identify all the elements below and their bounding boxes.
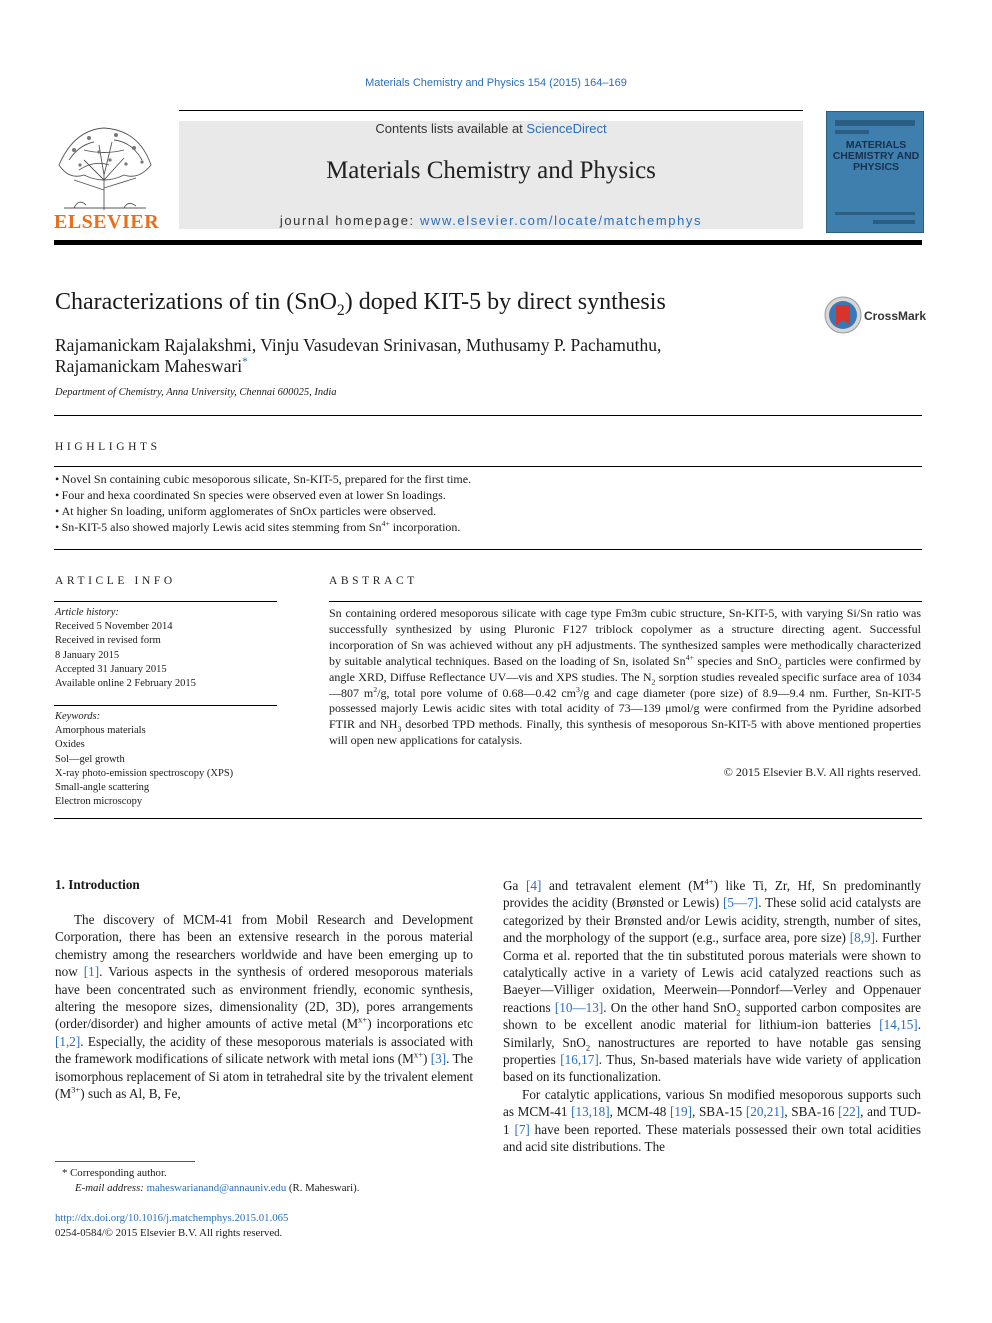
citation-link[interactable]: [3] (430, 1051, 447, 1067)
email-footnote (75, 1181, 359, 1196)
affiliation-rule (54, 415, 922, 416)
citation-link[interactable]: [22] (838, 1104, 861, 1120)
footnote-rule (55, 1161, 195, 1162)
history-entry: Received 5 November 2014 (55, 621, 173, 633)
keyword: X-ray photo-emission spectroscopy (XPS) (55, 767, 234, 779)
intro-paragraph: The discovery of MCM-41 from Mobil Research and Development Corporation, there has been an extensive research in the porous material chemistry among the researchers worldwide and have been emerging up to now [1]. Various aspects in the synthesis of ordered mesoporous materials have been concentrated such as environment friendly, economic synthesis, altering the mesopore sizes, dimensionality (2D, 3D), pores arrangements (order/disorder) and higher amounts of active metal $(M^{x+})$ incorporations etc [1,2]. Especially, the acidity of these mesoporous materials is associated with the framework modifications of silicate network with metal ions $(M^{x+})$ [3]. The isomorphous replacement of Si atom in tetrahedral site by the trivalent element $(M^{3+})$ such as Al, B, Fe, (55, 912, 474, 1102)
citation-link[interactable]: [4] (526, 878, 542, 893)
article-title (55, 289, 666, 319)
history-entry: Received in revised form (55, 635, 161, 647)
keyword: Oxides (55, 739, 85, 751)
highlight-item: • Four and hexa coordinated Sn species were observed even at lower Sn loadings. (55, 488, 446, 502)
citation-link[interactable]: [1,2] (55, 1033, 81, 1049)
keyword: Amorphous materials (55, 725, 146, 737)
intro-paragraph: For catalytic applications, various Sn modified mesoporous supports such as MCM-41 [13,18], MCM-48 [19], SBA-15 [20,21], SBA-16 [22], and TUD-1 [7] have been reported. These materials possessed their own total acidities and acid site distributions. The (503, 1086, 922, 1155)
journal-citation[interactable]: Materials Chemistry and Physics 154 (2015) 164–169 (365, 77, 627, 89)
citation-link[interactable]: [13,18] (571, 1104, 610, 1120)
issn-copyright: 0254-0584/© 2015 Elsevier B.V. All rights reserved. (55, 1227, 283, 1239)
history-label: Article history: (55, 607, 119, 618)
article-history (55, 606, 196, 691)
cover-title: MATERIALS CHEMISTRY AND PHYSICS (832, 139, 920, 173)
email-link[interactable]: maheswarianand@annauniv.edu (146, 1182, 287, 1194)
email-label: E-mail address: (75, 1182, 147, 1194)
elsevier-tree-logo (54, 120, 156, 212)
doi-link[interactable]: http://dx.doi.org/10.1016/j.matchemphys.2015.01.065 (55, 1212, 289, 1224)
authors-line-1: Rajamanickam Rajalakshmi, Vinju Vasudevan Srinivasan, Muthusamy P. Pachamuthu, (55, 335, 662, 355)
article-info-rule (54, 601, 277, 602)
keyword: Small-angle scattering (55, 782, 150, 794)
highlight-item: • At higher Sn loading, uniform agglomerates of SnOx particles were observed. (55, 504, 437, 518)
citation-link[interactable]: [16,17] (560, 1052, 599, 1068)
history-entry: Accepted 31 January 2015 (55, 663, 167, 675)
corresponding-footnote: * Corresponding author. (62, 1167, 167, 1179)
highlight-item: • Sn-KIT-5 also showed majorly Lewis acid sites stemming from $Sn^{4+}$ incorporation. (55, 519, 461, 534)
title-subscript: 2 (336, 301, 345, 319)
title-part-2: ) doped KIT-5 by direct synthesis (344, 289, 666, 315)
introduction-heading: 1. Introduction (55, 877, 140, 892)
highlights-top-rule (54, 466, 922, 467)
header-rule (179, 110, 803, 111)
journal-homepage (179, 213, 803, 228)
crossmark-label[interactable]: CrossMark (864, 309, 927, 323)
affiliation: Department of Chemistry, Anna University, Chennai 600025, India (55, 387, 337, 398)
abstract-rule (329, 601, 922, 602)
citation-link[interactable]: [20,21] (745, 1104, 785, 1120)
introduction-column-right (503, 877, 921, 1156)
citation-link[interactable]: [10—13] (554, 999, 604, 1015)
elsevier-wordmark: ELSEVIER (54, 211, 160, 233)
email-suffix: (R. Maheswari). (286, 1182, 360, 1194)
title-part-1: Characterizations of tin (SnO (55, 289, 337, 315)
highlights-heading: HIGHLIGHTS (55, 441, 161, 453)
citation-link[interactable]: [7] (514, 1121, 530, 1137)
author-list (55, 335, 815, 377)
homepage-link[interactable]: www.elsevier.com/locate/matchemphys (419, 213, 703, 228)
contents-availability (179, 121, 803, 136)
keywords-block (55, 710, 233, 809)
keyword: Electron microscopy (55, 796, 143, 808)
abstract-body: Sn containing ordered mesoporous silicate with cage type Fm3m cubic structure, Sn-KIT-5, with varying Si/Sn ratio was successfully synthesized by using Pluronic F127 triblock copolymer as a structure directing agent. Successful incorporation of Sn was achieved without any pH adjustments. The synthesized samples were methodically characterized by suitable analytical techniques. Based on the loading of Sn, isolated $Sn^{4+}$ species and SnO$_2$ particles were confirmed by angle XRD, Diffuse Reflectance UV—vis and XPS studies. The $N_2$ sorption studies revealed specific surface area of 1034—807 $m^2/g$, total pore volume of 0.68—0.42 $cm^3/g$ and cage diameter (pore size) of 8.9—9.4 nm. Further, Sn-KIT-5 possessed majorly Lewis acidic sites with total acidity of 73—139 μmol/g were confirmed from the Pyridine adsorbed FTIR and $NH_3$ desorbed TPD methods. Finally, this synthesis of mesoporous Sn-KIT-5 with above mentioned properties will open new applications for catalysis. (329, 606, 922, 748)
keywords-label: Keywords: (55, 711, 101, 722)
journal-name: Materials Chemistry and Physics (326, 157, 656, 184)
keyword: Sol—gel growth (55, 753, 125, 765)
authors-line-2: Rajamanickam Maheswari (55, 356, 243, 376)
abstract-copyright: © 2015 Elsevier B.V. All rights reserved. (723, 765, 921, 779)
highlights-bottom-rule (54, 549, 922, 550)
citation-link[interactable]: [5—7] (723, 895, 759, 911)
citation-link[interactable]: [19] (670, 1104, 693, 1120)
citation-link[interactable]: [14,15] (879, 1017, 918, 1033)
header-thick-rule (54, 240, 922, 245)
abstract-heading: ABSTRACT (329, 575, 418, 587)
crossmark-icon[interactable] (824, 296, 862, 334)
citation-link[interactable]: [1] (83, 964, 100, 980)
sciencedirect-link[interactable]: ScienceDirect (526, 121, 607, 136)
article-info-heading: ARTICLE INFO (55, 575, 176, 587)
introduction-column-left (55, 911, 473, 1102)
history-entry: Available online 2 February 2015 (55, 678, 196, 690)
keywords-rule (54, 705, 277, 706)
history-entry: 8 January 2015 (55, 649, 120, 661)
contents-prefix: Contents lists available at (375, 121, 527, 136)
highlight-item: • Novel Sn containing cubic mesoporous silicate, Sn-KIT-5, prepared for the first time. (55, 472, 472, 486)
highlights-list (55, 471, 471, 535)
intro-paragraph: Ga [4] and tetravalent element $(M^{4+})$ like Ti, Zr, Hf, Sn predominantly provides the acidity (Brønsted or Lewis) [5—7]. These solid acid catalysts are categorized by their Brønsted and/or Lewis acidity, strength, number of sites, and the morphology of the support (e.g., surface area, pore size) [8,9]. Further Corma et al. reported that the tin substituted porous materials were shown to catalytically active in a variety of Lewis acid catalyzed reactions such as Baeyer—Villiger oxidation, Meerwein—Ponndorf—Verley and Oppenauer reactions [10—13]. On the other hand SnO$_2$ supported carbon composites are shown to be excellent anodic material for lithium-ion batteries [14,15]. Similarly, SnO$_2$ nanostructures are reported to have notable gas sensing properties [16,17]. Thus, Sn-based materials have wide variety of application based on its functionalization. (503, 876, 922, 1085)
front-matter-bottom-rule (54, 818, 922, 819)
corresponding-author-mark[interactable]: * (242, 356, 248, 369)
homepage-prefix: journal homepage: (279, 213, 420, 228)
citation-link[interactable]: [8,9] (849, 930, 876, 946)
